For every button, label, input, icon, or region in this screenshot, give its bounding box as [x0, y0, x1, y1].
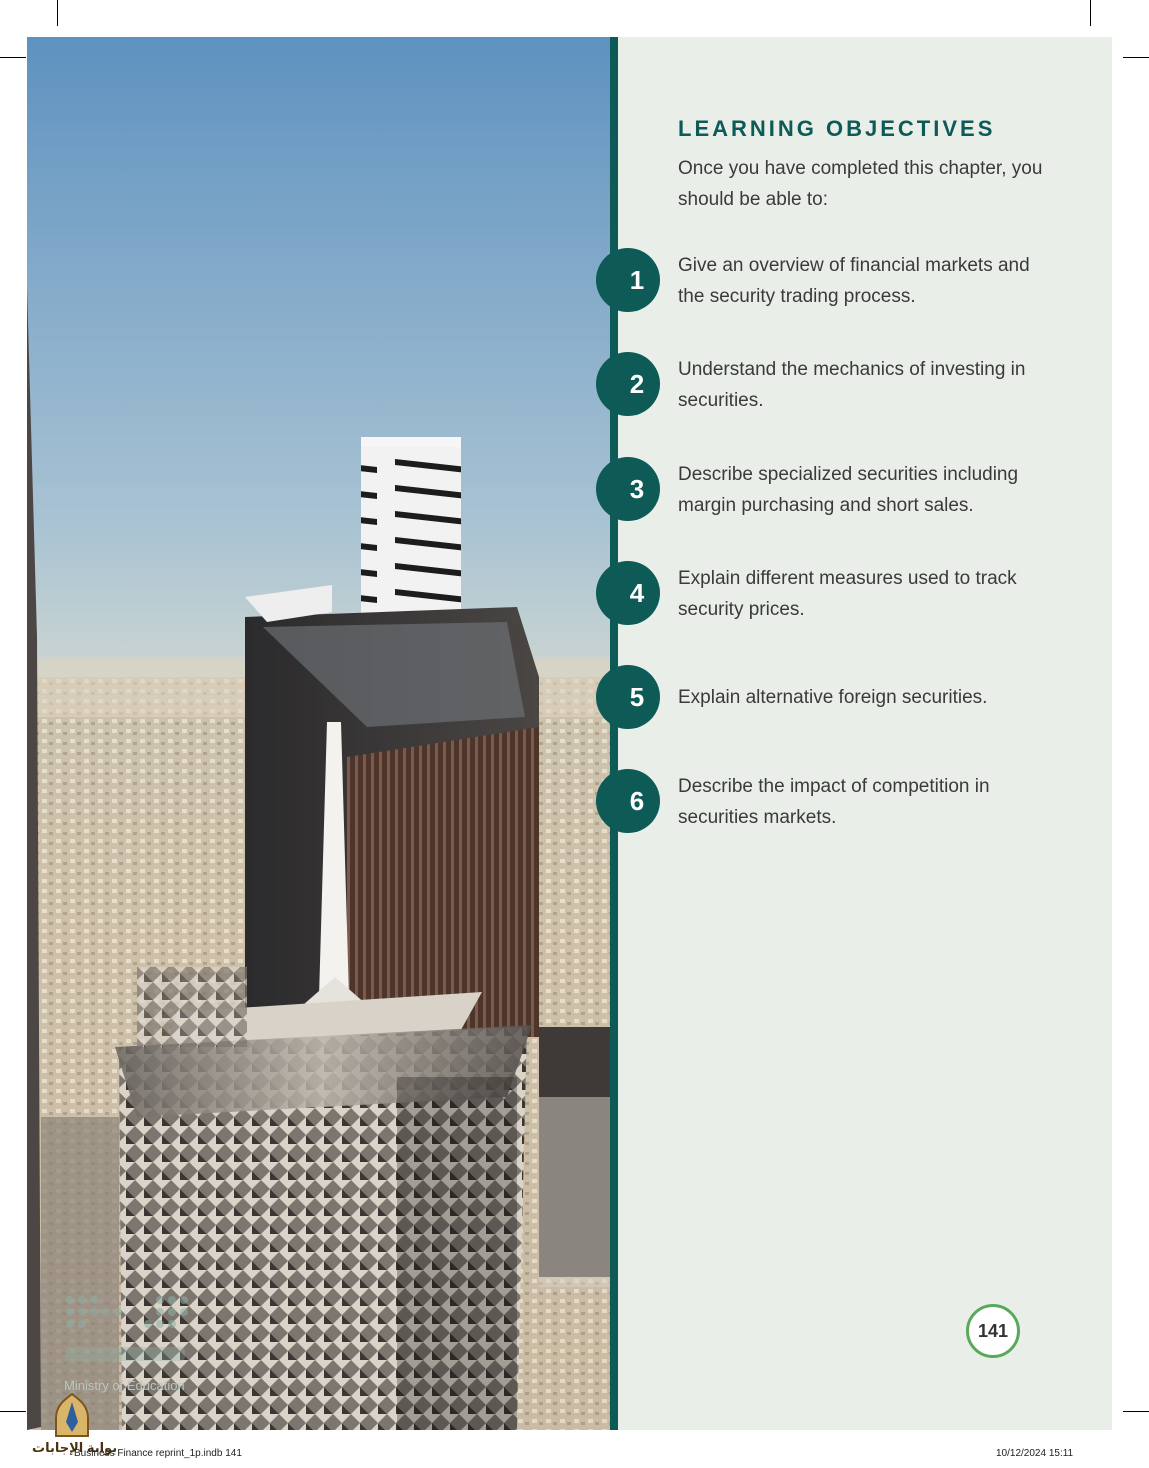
ministry-watermark-text: Ministry of Education: [64, 1378, 185, 1393]
crop-mark: [1123, 57, 1149, 58]
footer-file-info: Business Finance reprint_1p.indb 141: [74, 1448, 242, 1459]
crop-mark: [1090, 0, 1091, 26]
crop-mark: [1123, 1411, 1149, 1412]
objective-item: [0, 248, 1149, 318]
objective-text: Give an overview of financial markets and the security trading process.: [678, 255, 1030, 307]
objective-text: Explain different measures used to track security prices.: [678, 568, 1017, 620]
objective-number-badge: 6: [596, 769, 660, 833]
objective-item: [0, 457, 1149, 527]
objective-number-badge: 5: [596, 665, 660, 729]
intro-text: Once you have completed this chapter, you should be able to:: [678, 158, 1043, 210]
objective-number-badge: 1: [596, 248, 660, 312]
ministry-logo-icon: [55, 1285, 205, 1375]
objective-number-badge: 2: [596, 352, 660, 416]
site-label: بوابة الإجابات: [32, 1440, 118, 1455]
objective-text: Describe specialized securities including margin purchasing and short sales.: [678, 464, 1019, 516]
page-number: 141: [966, 1304, 1020, 1358]
objective-item: [0, 665, 1149, 735]
crop-mark: [0, 1411, 26, 1412]
objective-item: [0, 352, 1149, 422]
objective-text: Understand the mechanics of investing in securities.: [678, 359, 1026, 411]
objective-item: [0, 561, 1149, 631]
objective-text: Describe the impact of competition in securities markets.: [678, 776, 990, 828]
objective-item: [0, 769, 1149, 839]
objective-number-badge: 3: [596, 457, 660, 521]
site-logo-icon: [50, 1392, 94, 1438]
objective-text: Explain alternative foreign securities.: [678, 687, 988, 708]
objective-number-badge: 4: [596, 561, 660, 625]
page-title: LEARNING OBJECTIVES: [678, 116, 996, 141]
crop-mark: [0, 57, 26, 58]
footer-timestamp: 10/12/2024 15:11: [996, 1448, 1074, 1459]
crop-mark: [57, 0, 58, 26]
